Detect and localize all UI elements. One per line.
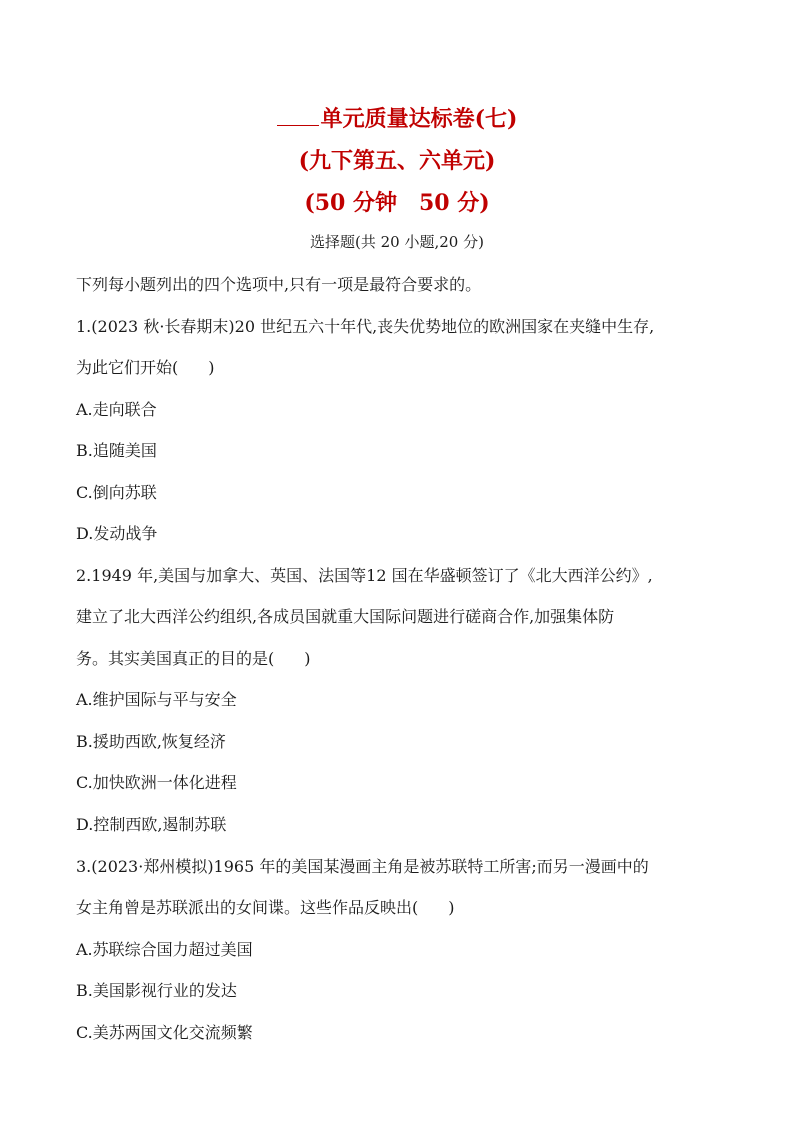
answer-close-paren: ) (448, 898, 455, 917)
exam-time: (50 分钟 (304, 190, 397, 216)
question-3-option-c: C.美苏两国文化交流频繁 (76, 1023, 253, 1042)
exam-score: 50 分) (419, 190, 490, 216)
title-line-1: 单元质量达标卷(七) (320, 106, 518, 132)
exam-subtitle: (九下第五、六单元) (298, 148, 496, 174)
question-3-option-a: A.苏联综合国力超过美国 (76, 940, 253, 959)
question-1-option-c: C.倒向苏联 (76, 483, 157, 502)
question-2-stem-line-3: 务。其实美国真正的目的是( ) (76, 649, 311, 668)
question-1-stem-line-2: 为此它们开始( ) (76, 358, 215, 377)
question-2-option-a: A.维护国际与平与安全 (76, 690, 237, 709)
question-2-option-b: B.援助西欧,恢复经济 (76, 732, 226, 751)
exam-title (0, 103, 794, 134)
question-3-stem-line-1: 3.(2023·郑州模拟)1965 年的美国某漫画主角是被苏联特工所害;而另一漫画中的 (76, 857, 649, 876)
question-1-option-b: B.追随美国 (76, 441, 157, 460)
exam-time-score (0, 188, 794, 218)
answer-close-paren: ) (304, 649, 311, 668)
section-heading: 选择题(共 20 小题,20 分) (310, 233, 484, 251)
question-1-stem-line-1: 1.(2023 秋·长春期末)20 世纪五六十年代,丧失优势地位的欧洲国家在夹缝中生存, (76, 317, 655, 336)
question-3-stem-line-2: 女主角曾是苏联派出的女间谍。这些作品反映出( ) (76, 898, 455, 917)
question-2-stem-line-1: 2.1949 年,美国与加拿大、英国、法国等12 国在华盛顿签订了《北大西洋公约》, (76, 566, 653, 585)
section-instruction: 下列每小题列出的四个选项中,只有一项是最符合要求的。 (76, 275, 482, 294)
question-1-option-a: A.走向联合 (76, 400, 157, 419)
question-3-option-b: B.美国影视行业的发达 (76, 981, 237, 1000)
question-2-option-d: D.控制西欧,遏制苏联 (76, 815, 227, 834)
title-blank (277, 103, 319, 126)
question-2-stem-line-2: 建立了北大西洋公约组织,各成员国就重大国际问题进行磋商合作,加强集体防 (76, 607, 615, 626)
question-2-option-c: C.加快欧洲一体化进程 (76, 773, 237, 792)
question-1-option-d: D.发动战争 (76, 524, 158, 543)
answer-close-paren: ) (208, 358, 215, 377)
